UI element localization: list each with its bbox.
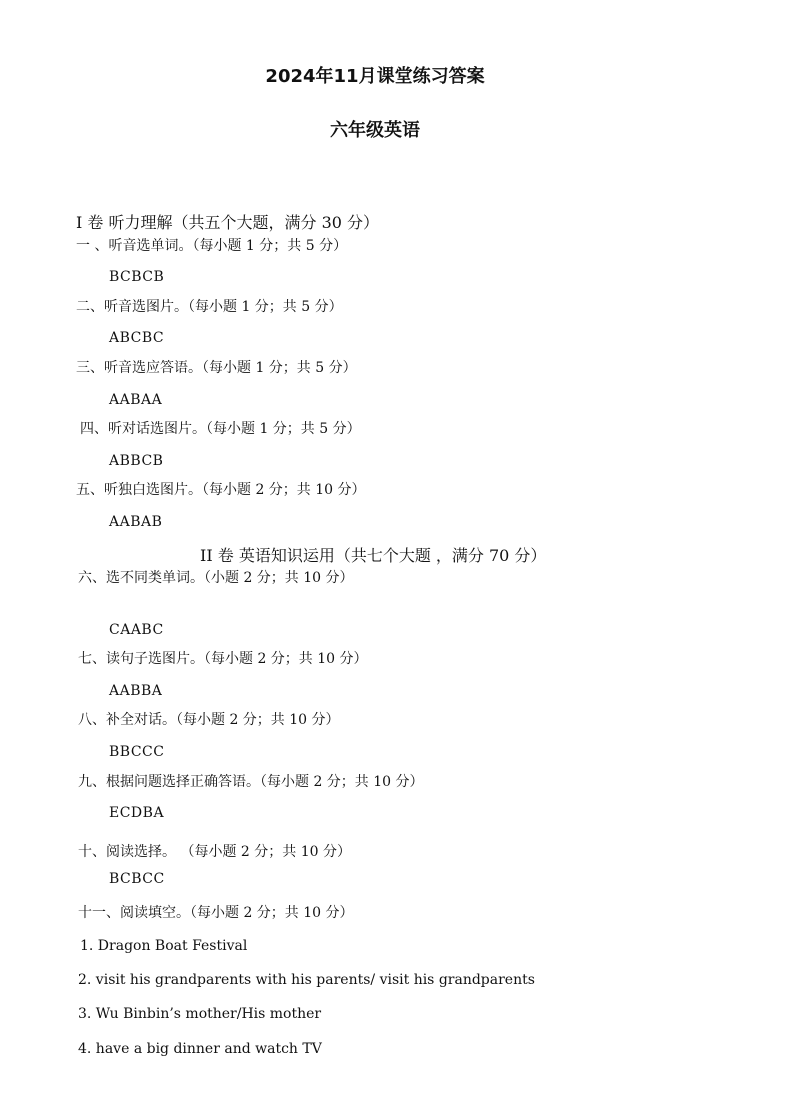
section-4-answer: ABBCB: [109, 453, 164, 469]
section-5-answer: AABAB: [109, 514, 163, 530]
section-6-answer: CAABC: [109, 622, 164, 638]
section-9-label: 九、根据问题选择正确答语。（每小题 2 分；共 10 分）: [78, 774, 424, 790]
section-7-label: 七、读句子选图片。（每小题 2 分；共 10 分）: [78, 651, 368, 667]
doc-subtitle: 六年级英语: [330, 120, 420, 141]
section-8-label: 八、补全对话。（每小题 2 分；共 10 分）: [78, 712, 340, 728]
fill-answer-1: 1. Dragon Boat Festival: [80, 938, 248, 954]
section-7-answer: AABBA: [109, 683, 163, 699]
section-2-label: 二、听音选图片。（每小题 1 分；共 5 分）: [76, 299, 343, 315]
section-11-label: 十一、阅读填空。（每小题 2 分；共 10 分）: [78, 905, 354, 921]
section-4-label: 四、听对话选图片。（每小题 1 分；共 5 分）: [80, 421, 361, 437]
section-6-label: 六、选不同类单词。（小题 2 分；共 10 分）: [78, 570, 354, 586]
section-1-label: 一 、听音选单词。（每小题 1 分；共 5 分）: [76, 238, 348, 254]
section-3-answer: AABAA: [109, 392, 163, 408]
section-3-label: 三、听音选应答语。（每小题 1 分；共 5 分）: [76, 360, 357, 376]
section-10-answer: BCBCC: [109, 871, 165, 887]
fill-answer-4: 4. have a big dinner and watch TV: [78, 1041, 322, 1057]
section-1-answer: BCBCB: [109, 269, 165, 285]
part2-heading: II 卷 英语知识运用（共七个大题 ，满分 70 分）: [200, 546, 547, 565]
fill-answer-3: 3. Wu Binbin’s mother/His mother: [78, 1006, 322, 1022]
section-2-answer: ABCBC: [109, 330, 165, 346]
section-9-answer: ECDBA: [109, 805, 165, 821]
section-10-label: 十、阅读选择。 （每小题 2 分；共 10 分）: [78, 844, 351, 860]
part1-heading: I 卷 听力理解（共五个大题，满分 30 分）: [76, 213, 380, 232]
section-8-answer: BBCCC: [109, 744, 165, 760]
doc-title: 2024年11月课堂练习答案: [265, 66, 485, 87]
section-5-label: 五、听独白选图片。（每小题 2 分；共 10 分）: [76, 482, 366, 498]
fill-answer-2: 2. visit his grandparents with his parents/ visit his grandparents: [78, 972, 535, 988]
